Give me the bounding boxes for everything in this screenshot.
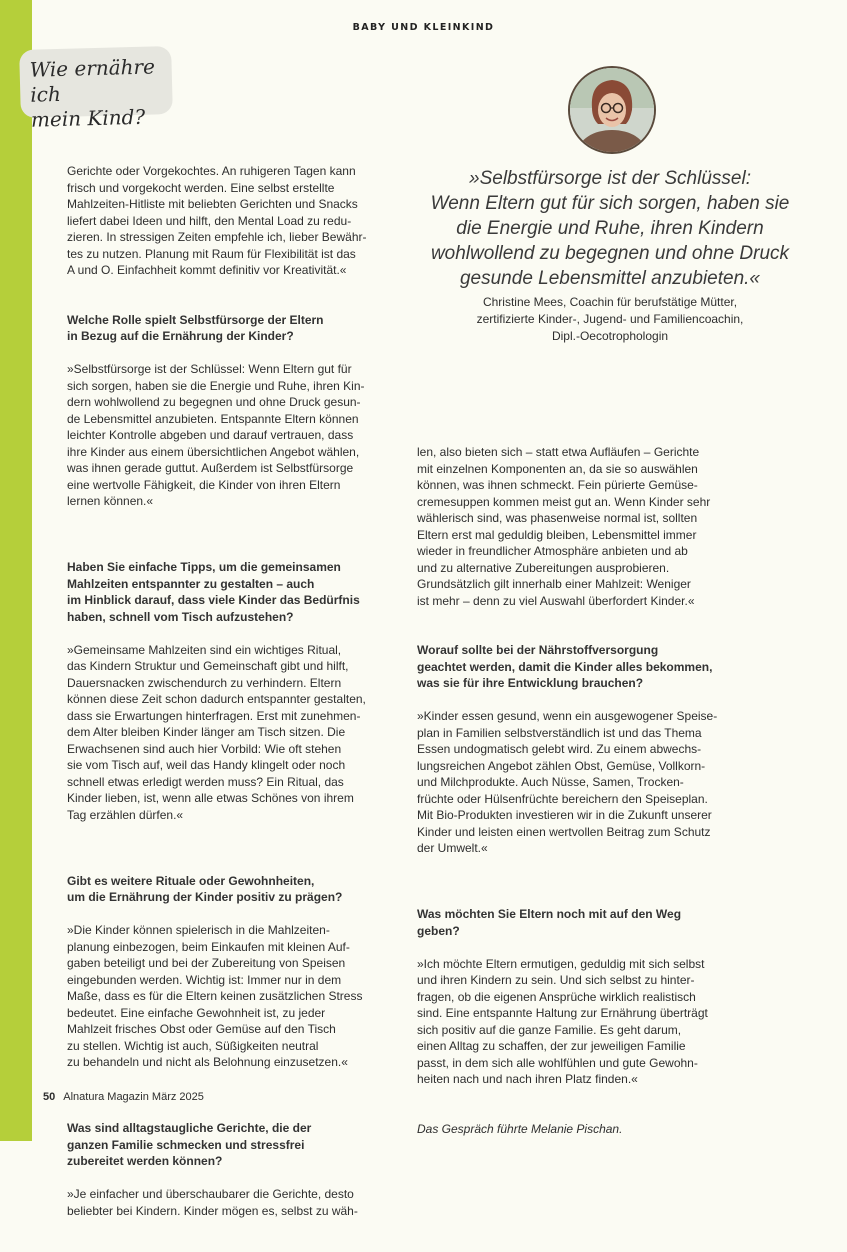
answer: »Selbstfürsorge ist der Schlüssel: Wenn Eltern gut für sich sorgen, haben sie die Energie und Ruhe, ihren Kin- dern wohlwollend zu begegnen und ohne Druck gesun- de Lebensmittel anzubieten. Entspannte Eltern können leichter Kontrolle abgeben und darauf vertrauen, dass ihre Kinder aus einem übersichtlichen Angebot wählen, was ihnen gerade guttut. Außerdem ist Selbstfürsorge eine wertvolle Fähigkeit, die Kinder von ihren Eltern lernen können.«: [67, 362, 365, 508]
section-header: BABY UND KLEINKIND: [352, 22, 495, 33]
left-column: [67, 163, 372, 1252]
accent-bar: [0, 0, 32, 1141]
right-column: [417, 444, 727, 1154]
answer: »Die Kinder können spielerisch in die Mahlzeiten- planung einbezogen, beim Einkaufen mit kleinen Auf- gaben beteiligt und bei der Zubereitung von Speisen eingebunden werden. Wichtig ist: Immer nur in dem Maße, dass es für die Eltern keinen zusätzlichen Stress bedeutet. Eine einfache Gewohnheit ist, zu jeder Mahlzeit frisches Obst oder Gemüse auf den Tisch zu stellen. Wichtig ist auch, Süßigkeiten neutral zu behandeln und nicht als Belohnung einzusetzen.«: [67, 923, 363, 1069]
page-footer: [43, 1091, 204, 1103]
publication-name: Alnatura Magazin März 2025: [63, 1091, 204, 1103]
answer: »Kinder essen gesund, wenn ein ausgewogener Speise- plan in Familien selbstverständlich ist und das Thema Essen undogmatisch gelebt wird. Zu einem abwechs- lungsreichen Angebot zählen Obst, Gemüse, Vollkorn- und Milchprodukte. Auch Nüsse, Samen, Trocken- früchte oder Hülsenfrüchte bereichern den Speiseplan. Mit Bio-Produkten investieren wir in die Zukunft unserer Kinder und leisten einen wertvollen Beitrag zum Schutz der Umwelt.«: [417, 709, 718, 855]
page-number: 50: [43, 1091, 56, 1103]
qa-block: [67, 856, 372, 1087]
question: Was sind alltagstaugliche Gerichte, die der ganzen Familie schmecken und stressfrei zubereitet werden können?: [67, 1121, 312, 1168]
answer: »Ich möchte Eltern ermutigen, geduldig mit sich selbst und ihren Kindern zu sein. Und sich selbst zu hinter- fragen, ob die eigenen Ansprüche wirklich realistisch sind. Eine entspannte Haltung zur Ernährung überträgt sich positiv auf die ganze Familie. Es geht darum, einen Alltag zu schaffen, der zur jeweiligen Familie passt, in dem sich alle wohlfühlen und gute Gewohn- heiten nach und nach ihren Platz finden.«: [417, 956, 708, 1086]
answer: »Gemeinsame Mahlzeiten sind ein wichtiges Ritual, das Kindern Struktur und Gemeinschaft gibt und hilft, Dauersnacken zwischendurch zu verhindern. Eltern können diese Zeit schon dadurch entspannter gestalten, dass sie Erwartungen hinterfragen. Erst mit zunehmen- dem Alter bleiben Kinder länger am Tisch sitzen. Die Erwachsenen sind auch hier Vorbild: Wie oft stehen sie vom Tisch auf, weil das Handy klingelt oder noch schnell etwas erledigt werden muss? Ein Ritual, das Kinder lieben, ist, wenn alle etwas Schönes von ihrem Tag erzählen dürfen.«: [67, 642, 366, 822]
qa-block: [67, 543, 372, 840]
intro-paragraph: Gerichte oder Vorgekochtes. An ruhigeren Tagen kann frisch und vorgekocht werden. Eine selbst erstellte Mahlzeiten-Hitliste mit beliebten Gerichten und Snacks liefert dabei Ideen und hilft, den Mental Load zu redu- zieren. In stressigen Zeiten empfehle ich, lieber Bewähr- tes zu nutzen. Planung mit Raum für Flexibilität ist das A und O. Einfachheit kommt definitiv vor Kreativität.«: [67, 164, 367, 277]
qa-block: [67, 295, 372, 526]
topic-badge-text: Wie ernähre ich mein Kind?: [29, 54, 156, 132]
qa-block: [67, 1104, 372, 1236]
interview-signoff: Das Gespräch führte Melanie Pischan.: [417, 1121, 623, 1136]
qa-block: [417, 890, 727, 1105]
pull-quote-credit: Christine Mees, Coachin für berufstätige Mütter, zertifizierte Kinder-, Jugend- und Familiencoachin, Dipl.-Oecotrophologin: [476, 295, 744, 343]
question: Haben Sie einfache Tipps, um die gemeinsamen Mahlzeiten entspannter zu gestalten – auch im Hinblick darauf, dass viele Kinder das Bedürfnis haben, schnell vom Tisch aufzustehen?: [67, 560, 360, 624]
portrait-image: [570, 68, 654, 152]
pull-quote: »Selbstfürsorge ist der Schlüssel: Wenn Eltern gut für sich sorgen, haben sie die Energie und Ruhe, ihren Kindern wohlwollend zu begegnen und ohne Druck gesunde Lebensmittel anzubieten.«: [430, 168, 790, 289]
question: Was möchten Sie Eltern noch mit auf den Weg geben?: [417, 907, 682, 938]
continued-paragraph: len, also bieten sich – statt etwa Aufläufen – Gerichte mit einzelnen Komponenten an, da sie so auswählen können, was ihnen schmeckt. Fein pürierte Gemüse- cremesuppen kommen meist gut an. Wenn Kinder sehr wählerisch sind, was phasenweise normal ist, sollten Eltern erst mal geduldig bleiben, Lebensmittel immer wieder in freundlicher Atmosphäre anbieten und ab und zu alternative Zubereitungen ausprobieren. Grundsätzlich gilt innerhalb einer Mahlzeit: Weniger ist mehr – denn zu viel Auswahl überfordert Kinder.«: [417, 445, 711, 608]
question: Welche Rolle spielt Selbstfürsorge der Eltern in Bezug auf die Ernährung der Kinder?: [67, 312, 324, 343]
qa-block: [417, 626, 727, 874]
question: Worauf sollte bei der Nährstoffversorgung geachtet werden, damit die Kinder alles bekommen, was sie für ihre Entwicklung brauchen?: [417, 643, 713, 690]
interviewee-portrait: [568, 66, 656, 154]
question: Gibt es weitere Rituale oder Gewohnheiten, um die Ernährung der Kinder positiv zu prägen?: [67, 873, 343, 904]
topic-badge: [19, 46, 173, 132]
answer: »Je einfacher und überschaubarer die Gerichte, desto beliebter bei Kindern. Kinder mögen es, selbst zu wäh-: [67, 1187, 358, 1218]
